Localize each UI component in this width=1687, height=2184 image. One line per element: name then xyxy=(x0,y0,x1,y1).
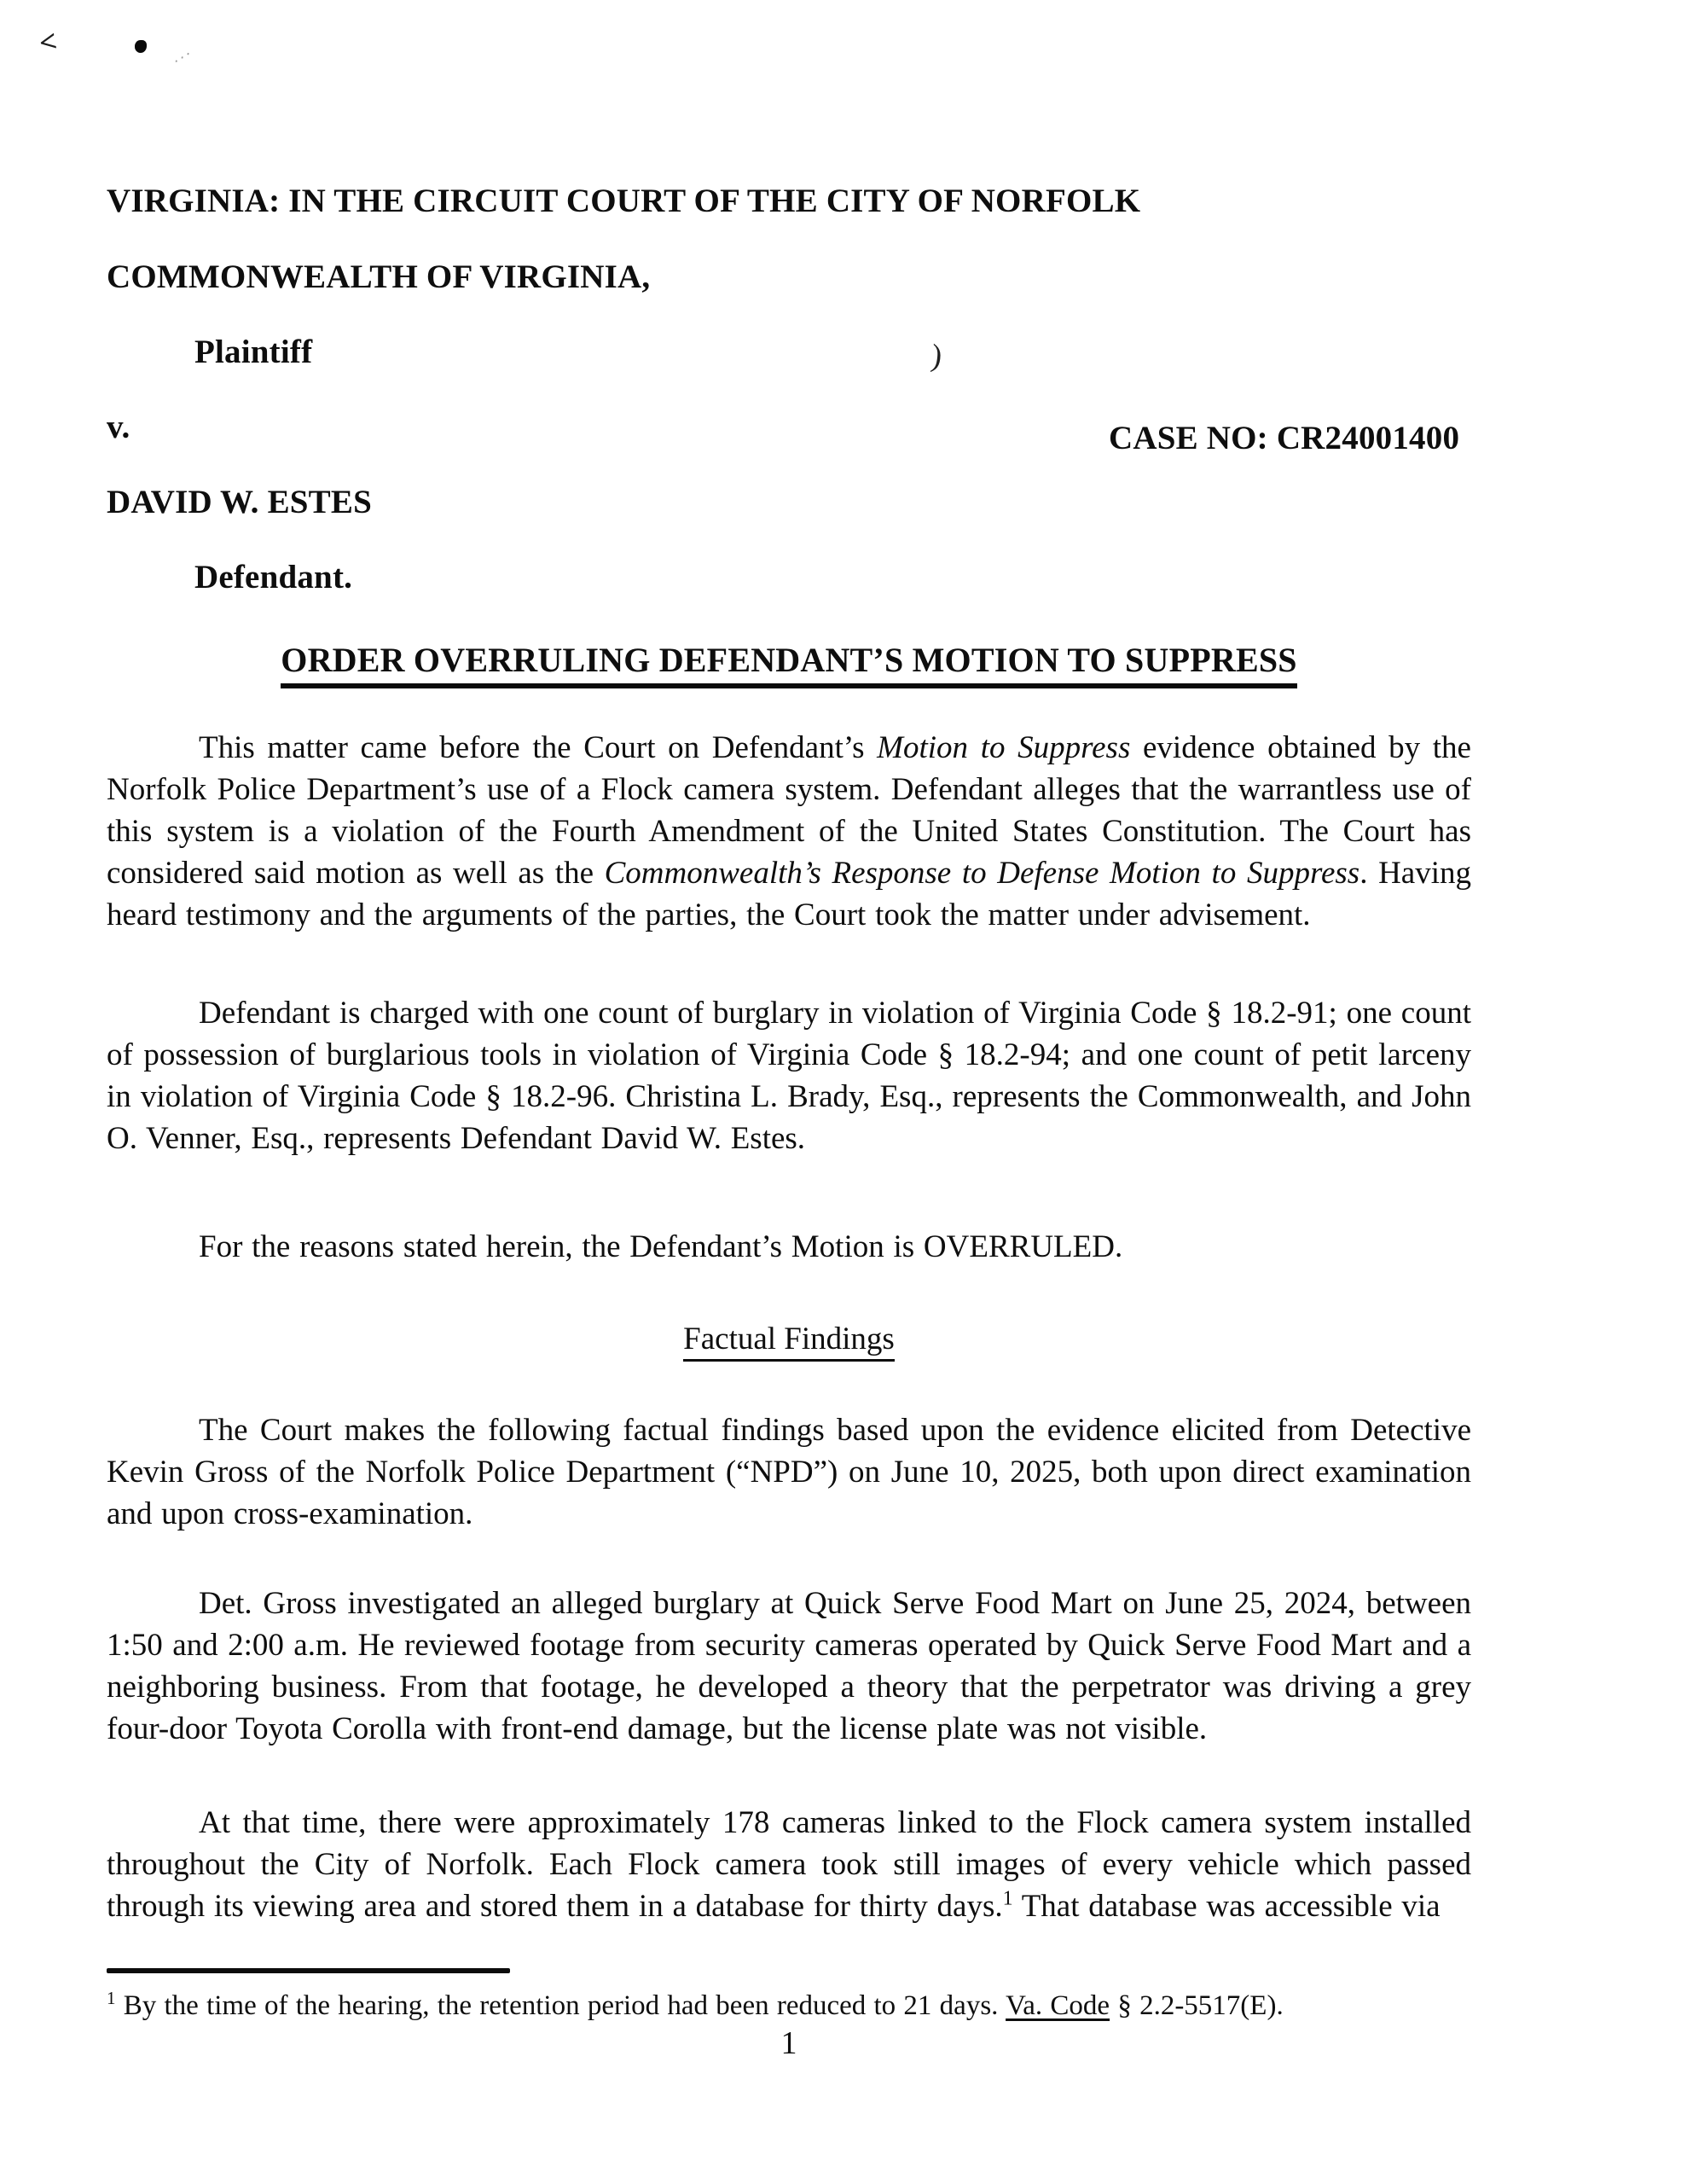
plaintiff-role-label: Plaintiff xyxy=(194,334,313,370)
motion-to-suppress-italic: Motion to Suppress xyxy=(877,730,1131,765)
paragraph-intro-text-2: evidence obtained by the Norfolk Police Department’s use of a Flock camera system. Defendant alleges that the warrantless use of this system is a violation of the Fourth Amendment of the United States Constitution. The Court has considered said motion as well as the xyxy=(107,730,1471,891)
footnote xyxy=(107,1988,1471,2024)
paragraph-findings-basis-text: The Court makes the following factual findings based upon the evidence elicited from Detective Kevin Gross of the Norfolk Police Department (“NPD”) on June 10, 2025, both upon direct examination and upon cross-examination. xyxy=(107,1413,1471,1531)
commonwealth-response-italic: Commonwealth’s Response to Defense Motion to Suppress xyxy=(604,856,1360,891)
paragraph-flock-cameras-text-2: That database was accessible via xyxy=(1012,1889,1441,1924)
scan-artifact-speckle: ⋰ xyxy=(173,47,194,68)
order-title xyxy=(107,639,1471,682)
plaintiff-name: COMMONWEALTH OF VIRGINIA, xyxy=(107,258,651,295)
footnote-citation: Va. Code xyxy=(1006,1990,1110,2021)
paragraph-intro xyxy=(107,727,1471,936)
paragraph-flock-cameras-text-1: At that time, there were approximately 178 cameras linked to the Flock camera system installed throughout the City of Norfolk. Each Flock camera took still images of every vehicle which passed through its viewing area and stored them in a database for thirty days. xyxy=(107,1805,1471,1924)
paragraph-investigation xyxy=(107,1583,1471,1750)
paragraph-charges-text: Defendant is charged with one count of burglary in violation of Virginia Code § 18.2-91; one count of possession of burglarious tools in violation of Virginia Code § 18.2-94; and one count of petit larceny in violation of Virginia Code § 18.2-96. Christina L. Brady, Esq., represents the Commonwealth, and John O. Venner, Esq., represents Defendant David W. Estes. xyxy=(107,996,1471,1156)
paragraph-intro-text-1: This matter came before the Court on Defendant’s xyxy=(199,730,878,765)
scan-artifact-ink-dot xyxy=(135,40,147,53)
footnote-number: 1 xyxy=(107,1988,116,2008)
paragraph-flock-cameras xyxy=(107,1802,1471,1927)
footnote-separator-rule xyxy=(107,1968,510,1973)
paragraph-intro-text-3: . Having heard testimony and the arguments of the parties, the Court took the matter under advisement. xyxy=(107,856,1471,932)
paragraph-ruling-text: For the reasons stated herein, the Defendant’s Motion is OVERRULED. xyxy=(199,1229,1123,1264)
footnote-text-2: § 2.2-5517(E). xyxy=(1110,1990,1284,2021)
paragraph-ruling xyxy=(107,1226,1471,1268)
paragraph-charges xyxy=(107,992,1471,1159)
defendant-role-label: Defendant. xyxy=(194,559,353,595)
page-number: 1 xyxy=(780,2025,797,2061)
court-caption-line: VIRGINIA: IN THE CIRCUIT COURT OF THE CITY OF NORFOLK xyxy=(107,183,1141,219)
order-title-text: ORDER OVERRULING DEFENDANT’S MOTION TO SUPPRESS xyxy=(281,641,1296,688)
case-number: CASE NO: CR24001400 xyxy=(1109,420,1460,456)
section-heading-text: Factual Findings xyxy=(683,1321,895,1362)
scan-artifact-angle-mark: < xyxy=(36,23,60,61)
paragraph-investigation-text: Det. Gross investigated an alleged burglary at Quick Serve Food Mart on June 25, 2024, between 1:50 and 2:00 a.m. He reviewed footage from security cameras operated by Quick Serve Food Mart and a neighboring business. From that footage, he developed a theory that the perpetrator was driving a grey four-door Toyota Corolla with front-end damage, but the license plate was not visible. xyxy=(107,1586,1471,1746)
defendant-name: DAVID W. ESTES xyxy=(107,484,372,520)
versus-label: v. xyxy=(107,409,130,445)
section-heading-factual-findings xyxy=(107,1318,1471,1360)
footnote-text-1: By the time of the hearing, the retention period had been reduced to 21 days. xyxy=(115,1990,1006,2021)
scan-artifact-paren-mark: ) xyxy=(929,338,944,375)
paragraph-findings-basis xyxy=(107,1409,1471,1535)
footnote-reference-marker: 1 xyxy=(1002,1887,1013,1910)
